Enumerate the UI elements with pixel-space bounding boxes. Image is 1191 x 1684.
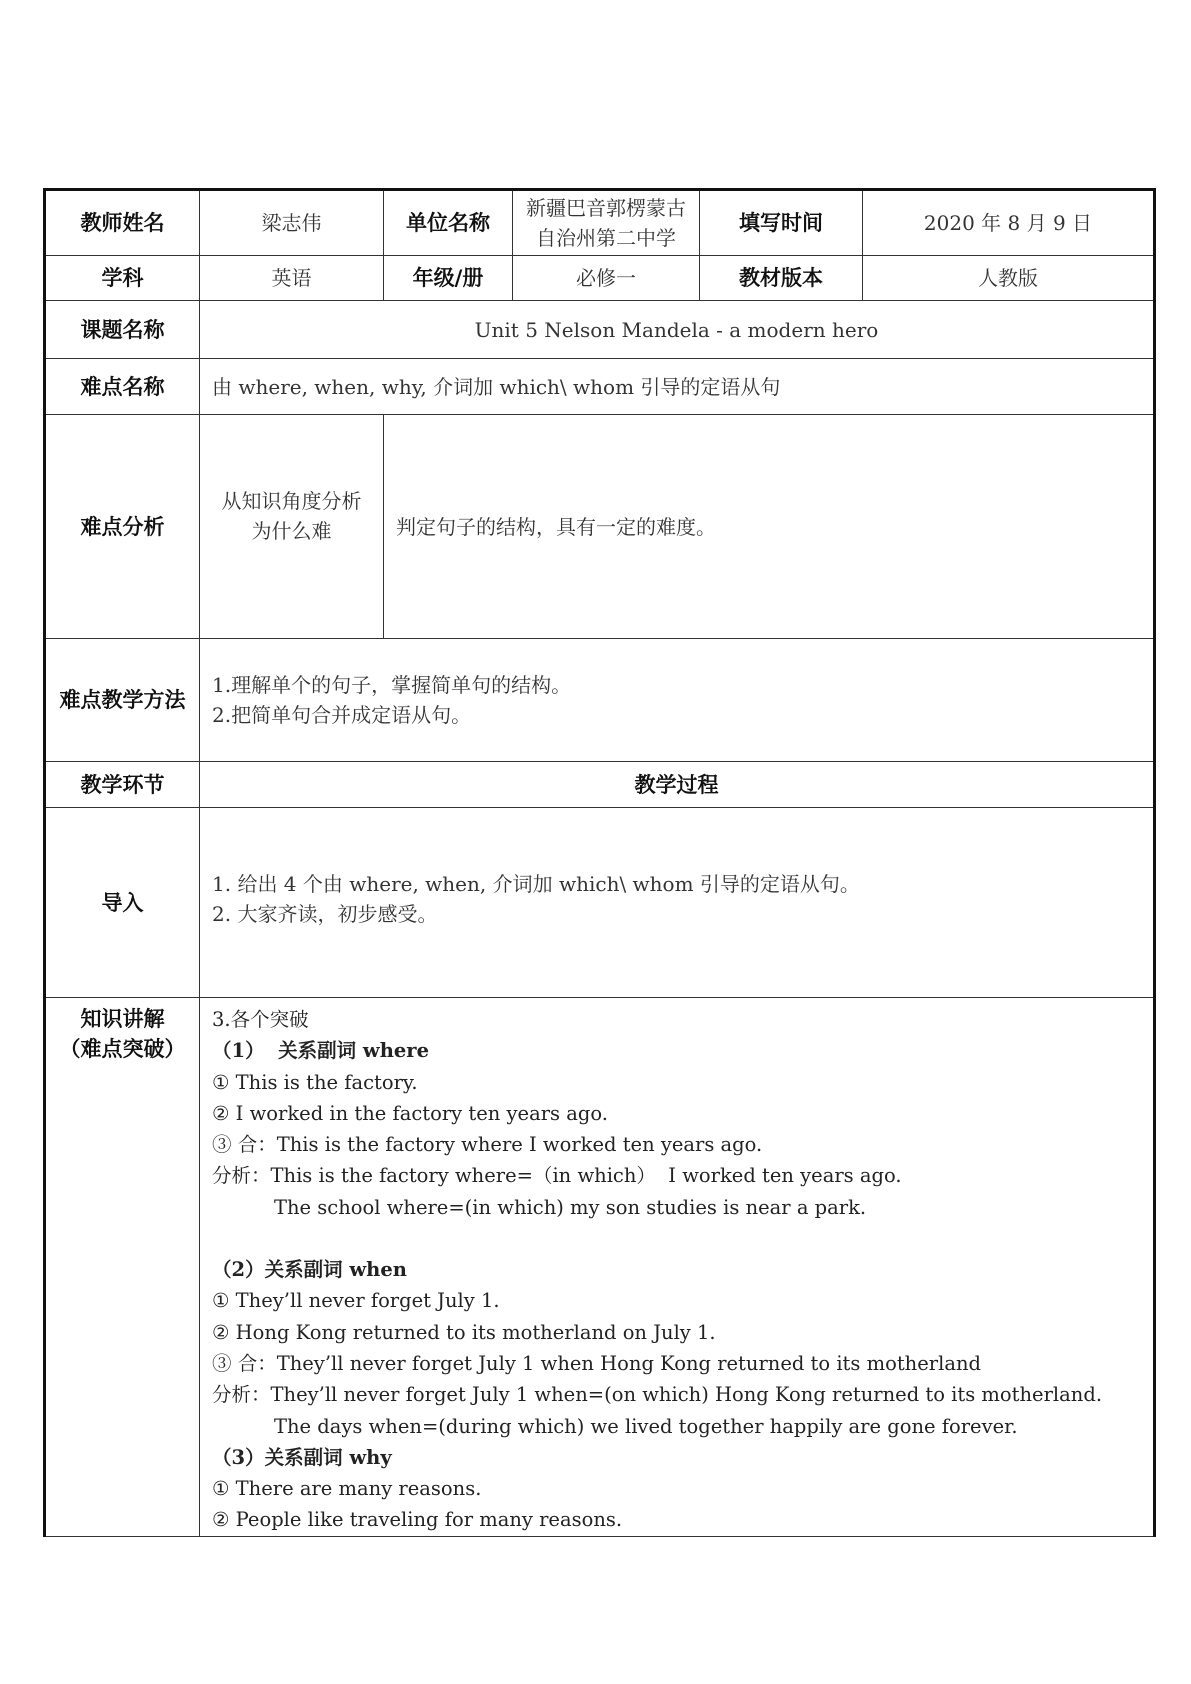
teacher-value-cell (200, 190, 384, 256)
method-value-cell (200, 639, 1155, 762)
analysis-label-cell (45, 415, 200, 639)
knowledge-line: 分析：This is the factory where=（in which） I worked ten years ago. (212, 1164, 902, 1188)
date-value: 2020 年 8 月 9 日 (923, 211, 1093, 235)
topic-row (45, 301, 1155, 359)
analysis-sublabel-cell (200, 415, 384, 639)
date-label-cell (700, 190, 863, 256)
knowledge-heading-where: （1） 关系副词 where (212, 1039, 429, 1063)
header-row-1 (45, 190, 1155, 256)
unit-value-cell (513, 190, 700, 256)
knowledge-heading-why: （3）关系副词 why (212, 1445, 392, 1469)
subject-label-cell (45, 256, 200, 301)
analysis-row (45, 415, 1155, 639)
knowledge-content-cell (200, 998, 1155, 1537)
knowledge-line: ③ 合：They’ll never forget July 1 when Hong Kong returned to its motherland (212, 1351, 981, 1375)
intro-label-cell (45, 808, 200, 998)
subject-value: 英语 (271, 266, 312, 290)
analysis-value-cell (384, 415, 1155, 639)
edition-label: 教材版本 (739, 266, 823, 290)
knowledge-line: ① There are many reasons. (212, 1477, 482, 1501)
edition-value-cell (863, 256, 1155, 301)
knowledge-label-cell (45, 998, 200, 1537)
knowledge-heading-when: （2）关系副词 when (212, 1258, 407, 1282)
unit-label-cell (384, 190, 513, 256)
subject-label: 学科 (101, 266, 144, 290)
method-label-cell (45, 639, 200, 762)
knowledge-line: ① They’ll never forget July 1. (212, 1289, 500, 1313)
knowledge-label-line1: 知识讲解 (80, 1007, 165, 1031)
method-label: 难点教学方法 (59, 688, 186, 712)
edition-value: 人教版 (978, 266, 1038, 290)
intro-line2: 2. 大家齐读，初步感受。 (212, 901, 438, 926)
date-label: 填写时间 (739, 211, 823, 235)
unit-label: 单位名称 (406, 211, 490, 235)
knowledge-spacer (212, 1223, 1153, 1254)
intro-value-cell (200, 808, 1155, 998)
knowledge-line: 分析：They’ll never forget July 1 when=(on which) Hong Kong returned to its motherland. (212, 1383, 1103, 1407)
process-label: 教学过程 (634, 772, 719, 797)
topic-label: 课题名称 (80, 317, 165, 342)
method-line1: 1.理解单个的句子，掌握简单句的结构。 (212, 673, 572, 697)
knowledge-line: ② People like traveling for many reasons. (212, 1508, 623, 1532)
difficulty-label: 难点名称 (80, 374, 165, 399)
grade-label: 年级/册 (412, 266, 484, 290)
teacher-label-cell (45, 190, 200, 256)
unit-value-line1: 新疆巴音郭楞蒙古 (526, 196, 686, 220)
method-row (45, 639, 1155, 762)
analysis-sublabel-line2: 为什么难 (251, 518, 332, 543)
header-row-2 (45, 256, 1155, 301)
teacher-label: 教师姓名 (80, 211, 165, 235)
grade-label-cell (384, 256, 513, 301)
grade-value-cell (513, 256, 700, 301)
topic-label-cell (45, 301, 200, 359)
lesson-plan-sheet (43, 188, 1153, 1537)
knowledge-line: ② I worked in the factory ten years ago. (212, 1101, 608, 1125)
lesson-plan-table (43, 188, 1156, 1537)
knowledge-line: ③ 合：This is the factory where I worked ten years ago. (212, 1133, 763, 1157)
difficulty-row (45, 359, 1155, 415)
edition-label-cell (700, 256, 863, 301)
analysis-label: 难点分析 (80, 514, 165, 539)
subject-value-cell (200, 256, 384, 301)
analysis-value: 判定句子的结构，具有一定的难度。 (396, 514, 716, 539)
knowledge-line: The days when=(during which) we lived together happily are gone forever. (212, 1414, 1018, 1438)
intro-line1: 1. 给出 4 个由 where, when, 介词加 which\ whom 引导的定语从句。 (212, 871, 860, 896)
knowledge-line: 3.各个突破 (212, 1008, 309, 1031)
intro-label: 导入 (101, 890, 144, 915)
knowledge-row (45, 998, 1155, 1537)
difficulty-label-cell (45, 359, 200, 415)
stage-label-cell (45, 762, 200, 808)
process-label-cell (200, 762, 1155, 808)
date-value-cell (863, 190, 1155, 256)
difficulty-value-cell (200, 359, 1155, 415)
topic-value-cell (200, 301, 1155, 359)
knowledge-label-line2: （难点突破） (59, 1037, 186, 1061)
analysis-sublabel-line1: 从知识角度分析 (221, 488, 362, 513)
unit-value-line2: 自治州第二中学 (536, 226, 676, 250)
stage-label: 教学环节 (80, 772, 165, 797)
method-line2: 2.把简单句合并成定语从句。 (212, 703, 472, 727)
process-header-row (45, 762, 1155, 808)
teacher-value: 梁志伟 (261, 211, 322, 235)
knowledge-line: The school where=(in which) my son studies is near a park. (212, 1195, 867, 1219)
intro-row (45, 808, 1155, 998)
grade-value: 必修一 (576, 266, 636, 290)
knowledge-line: ② Hong Kong returned to its motherland on July 1. (212, 1320, 716, 1344)
knowledge-line: ① This is the factory. (212, 1070, 418, 1094)
difficulty-value: 由 where, when, why, 介词加 which\ whom 引导的定语从句 (212, 374, 781, 399)
topic-value: Unit 5 Nelson Mandela - a modern hero (474, 317, 879, 342)
